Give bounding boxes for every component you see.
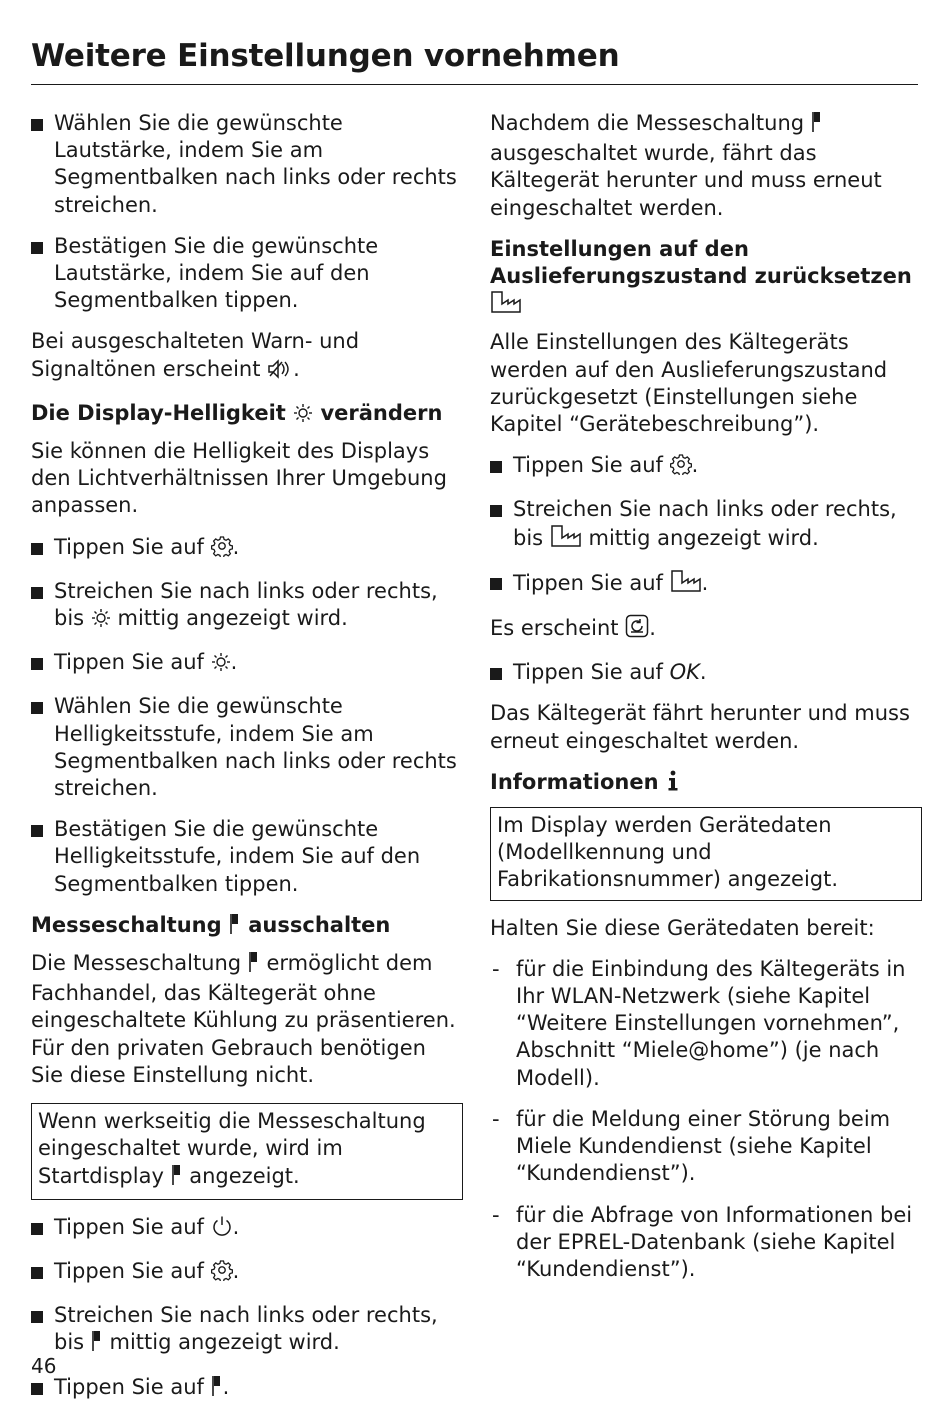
dash-marker: - bbox=[492, 956, 500, 981]
factory-icon bbox=[550, 524, 582, 555]
bullet-square bbox=[31, 658, 43, 670]
factory-reset-heading: Einstellungen auf den Auslieferungszustand zurücksetzen bbox=[490, 236, 922, 322]
demo-mode-off-paragraph: Nachdem die Messeschaltung ausgeschaltet wurde, fährt das Kältegerät herunter und muss erneut eingeschaltet werden. bbox=[490, 111, 882, 220]
gear-icon bbox=[211, 535, 233, 564]
step-tap-power: Tippen Sie auf . bbox=[31, 1214, 463, 1244]
step-tap-settings-3: Tippen Sie auf . bbox=[490, 452, 922, 482]
info-icon bbox=[666, 770, 680, 799]
bullet-square bbox=[31, 1267, 43, 1279]
bullet-square bbox=[31, 1311, 43, 1323]
step-confirm-volume: Bestätigen Sie die gewünschte Lautstärke, indem Sie auf den Segmentbalken tippen. bbox=[31, 233, 463, 315]
brightness-heading: Die Display-Helligkeit verändern bbox=[31, 400, 463, 430]
title-divider bbox=[31, 84, 918, 85]
left-column bbox=[31, 110, 463, 1418]
demo-mode-intro: Die Messeschaltung ermöglicht dem Fachhandel, das Kältegerät ohne eingeschaltete Kühlung zu präsentieren. Für den privaten Gebrauch benötigen Sie diese Einstellung nicht. bbox=[31, 951, 456, 1087]
step-choose-volume: Wählen Sie die gewünschte Lautstärke, indem Sie am Segmentbalken nach links oder rechts streichen. bbox=[31, 110, 463, 219]
step-swipe-to-brightness: Streichen Sie nach links oder rechts, bis mittig angezeigt wird. bbox=[31, 578, 463, 635]
device-data-note: Im Display werden Gerätedaten (Modellkennung und Fabrikationsnummer) angezeigt. bbox=[490, 807, 922, 901]
demo-mode-flag-icon bbox=[229, 913, 241, 942]
dash-marker: - bbox=[492, 1202, 500, 1227]
sun-icon bbox=[293, 403, 313, 430]
step-tap-settings-2: Tippen Sie auf . bbox=[31, 1258, 463, 1288]
dash-marker: - bbox=[492, 1106, 500, 1131]
reset-display-icon bbox=[625, 614, 649, 645]
step-swipe-to-demo-mode: Streichen Sie nach links oder rechts, bis mittig angezeigt wird. bbox=[31, 1302, 463, 1359]
step-confirm-brightness: Bestätigen Sie die gewünschte Helligkeitsstufe, indem Sie auf den Segmentbalken tippen. bbox=[31, 816, 463, 898]
demo-mode-flag-icon bbox=[811, 111, 823, 140]
step-tap-demo-mode: Tippen Sie auf . bbox=[31, 1374, 463, 1404]
demo-mode-flag-icon bbox=[171, 1164, 183, 1193]
page-number: 46 bbox=[31, 1354, 57, 1378]
demo-mode-flag-icon bbox=[91, 1330, 103, 1359]
bullet-square bbox=[490, 578, 502, 590]
demo-mode-note: Wenn werkseitig die Messeschaltung eingeschaltet wurde, wird im Startdisplay angezeigt. bbox=[31, 1103, 463, 1200]
gear-icon bbox=[670, 453, 692, 482]
bullet-square bbox=[490, 461, 502, 473]
factory-icon bbox=[490, 290, 522, 321]
shutdown-paragraph: Das Kältegerät fährt herunter und muss erneut eingeschaltet werden. bbox=[490, 701, 910, 753]
gear-icon bbox=[211, 1259, 233, 1288]
bullet-square bbox=[31, 587, 43, 599]
demo-mode-flag-icon bbox=[248, 951, 260, 980]
sun-icon bbox=[211, 652, 231, 679]
demo-mode-flag-icon bbox=[211, 1375, 223, 1404]
bullet-square bbox=[31, 702, 43, 714]
page-title: Weitere Einstellungen vornehmen bbox=[31, 38, 620, 74]
step-tap-factory: Tippen Sie auf . bbox=[490, 569, 922, 600]
demo-mode-heading: Messeschaltung ausschalten bbox=[31, 912, 463, 942]
right-column bbox=[490, 110, 922, 1297]
bullet-square bbox=[490, 505, 502, 517]
information-heading: Informationen bbox=[490, 769, 922, 799]
brightness-intro: Sie können die Helligkeit des Displays den Lichtverhältnissen Ihrer Umgebung anpassen. bbox=[31, 439, 447, 518]
factory-reset-intro: Alle Einstellungen des Kältegeräts werden auf den Auslieferungszustand zurückgesetzt (Einstellungen siehe Kapitel “Gerätebeschreibung”). bbox=[490, 330, 888, 437]
keep-data-paragraph: Halten Sie diese Gerätedaten bereit: bbox=[490, 915, 875, 940]
step-tap-ok: Tippen Sie auf OK. bbox=[490, 659, 922, 686]
factory-icon bbox=[670, 569, 702, 600]
step-tap-brightness: Tippen Sie auf . bbox=[31, 649, 463, 679]
bullet-square bbox=[31, 825, 43, 837]
power-icon bbox=[211, 1215, 233, 1244]
bullet-square bbox=[31, 119, 43, 131]
list-item-service: - für die Meldung einer Störung beim Miele Kundendienst (siehe Kapitel “Kundendienst”). bbox=[492, 1106, 891, 1186]
list-item-eprel: - für die Abfrage von Informationen bei der EPREL-Datenbank (siehe Kapitel “Kundendienst”). bbox=[492, 1202, 913, 1281]
step-tap-settings: Tippen Sie auf . bbox=[31, 534, 463, 564]
bullet-square bbox=[31, 543, 43, 555]
list-item-wlan: - für die Einbindung des Kältegeräts in Ihr WLAN-Netzwerk (siehe Kapitel “Weitere Einstellungen vornehmen”, Abschnitt “Miele@home”) (je nach Modell). bbox=[492, 956, 906, 1090]
bullet-square bbox=[31, 1383, 43, 1395]
step-swipe-to-factory: Streichen Sie nach links oder rechts, bis mittig angezeigt wird. bbox=[490, 496, 922, 554]
bullet-square bbox=[31, 242, 43, 254]
bullet-square bbox=[490, 668, 502, 680]
muted-tones-paragraph: Bei ausgeschalteten Warn- und Signaltönen erscheint . bbox=[31, 328, 463, 385]
speaker-muted-icon bbox=[267, 359, 293, 386]
step-choose-brightness: Wählen Sie die gewünschte Helligkeitsstufe, indem Sie am Segmentbalken nach links oder rechts streichen. bbox=[31, 693, 463, 802]
reset-appears-paragraph: Es erscheint . bbox=[490, 614, 922, 645]
bullet-square bbox=[31, 1223, 43, 1235]
sun-icon bbox=[91, 608, 111, 635]
